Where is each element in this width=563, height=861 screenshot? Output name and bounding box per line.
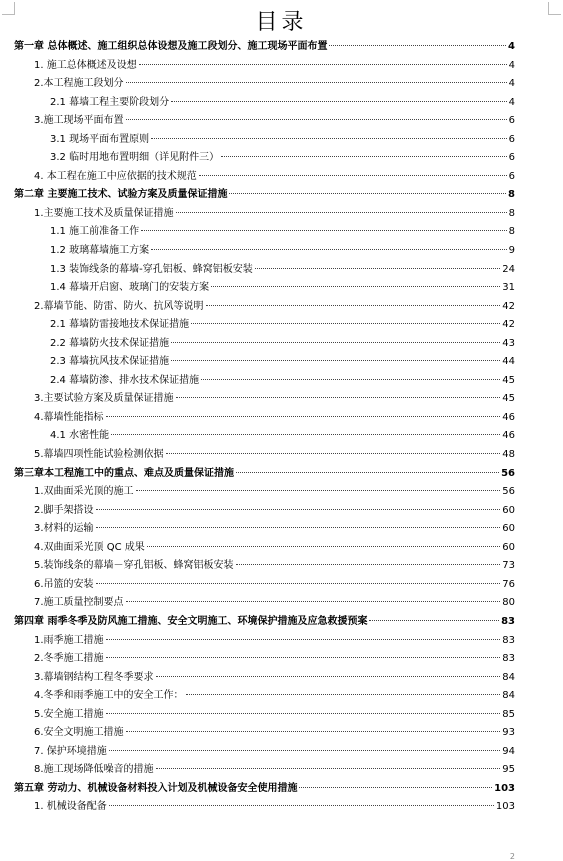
toc-entry-title: 1. 施工总体概述及设想 bbox=[34, 59, 137, 71]
toc-entry-title: 5.安全施工措施 bbox=[34, 708, 104, 720]
dot-leader bbox=[236, 472, 499, 473]
toc-entry-title: 2.1 幕墙防雷接地技术保证措施 bbox=[50, 319, 190, 331]
dot-leader bbox=[147, 546, 501, 547]
dot-leader bbox=[126, 731, 501, 732]
toc-entry-title: 3.材料的运输 bbox=[34, 523, 94, 535]
toc-entry-page: 45 bbox=[502, 393, 515, 405]
dot-leader bbox=[186, 694, 501, 695]
toc-entry-title: 1.3 装饰线条的幕墙-穿孔铝板、蜂窝铝板安装 bbox=[50, 263, 253, 275]
toc-entry-title: 7. 保护环境措施 bbox=[34, 745, 107, 757]
toc-entry-title: 2.3 幕墙抗风技术保证措施 bbox=[50, 356, 170, 368]
toc-entry[interactable] bbox=[12, 94, 515, 113]
toc-entry[interactable] bbox=[12, 242, 515, 261]
toc-entry[interactable] bbox=[12, 131, 515, 150]
toc-chapter-entry[interactable] bbox=[12, 613, 515, 632]
toc-entry[interactable] bbox=[12, 761, 515, 780]
dot-leader bbox=[109, 805, 494, 806]
toc-entry-title: 第二章 主要施工技术、试验方案及质量保证措施 bbox=[14, 189, 228, 201]
toc-entry[interactable] bbox=[12, 390, 515, 409]
dot-leader bbox=[106, 713, 501, 714]
toc-entry-page: 44 bbox=[502, 356, 515, 368]
toc-entry-title: 5.装饰线条的幕墙－穿孔铝板、蜂窝铝板安装 bbox=[34, 560, 234, 572]
toc-entry[interactable] bbox=[12, 743, 515, 762]
toc-entry-page: 56 bbox=[502, 486, 515, 498]
toc-entry[interactable] bbox=[12, 335, 515, 354]
dot-leader bbox=[139, 64, 507, 65]
dot-leader bbox=[141, 230, 507, 231]
toc-entry-page: 83 bbox=[502, 653, 515, 665]
toc-entry-title: 8.施工现场降低噪音的措施 bbox=[34, 764, 154, 776]
toc-chapter-entry[interactable] bbox=[12, 186, 515, 205]
page-number: 2 bbox=[509, 852, 515, 861]
toc-entry[interactable] bbox=[12, 372, 515, 391]
toc-entry-page: 48 bbox=[502, 449, 515, 461]
toc-entry-title: 2.2 幕墙防火技术保证措施 bbox=[50, 337, 170, 349]
dot-leader bbox=[255, 268, 501, 269]
toc-entry-page: 46 bbox=[502, 430, 515, 442]
toc-entry[interactable] bbox=[12, 669, 515, 688]
toc-entry-title: 4.冬季和雨季施工中的安全工作： bbox=[34, 690, 184, 702]
toc-entry-page: 93 bbox=[502, 727, 515, 739]
toc-entry[interactable] bbox=[12, 483, 515, 502]
toc-entry-page: 8 bbox=[508, 226, 515, 238]
toc-entry-title: 3.幕墙钢结构工程冬季要求 bbox=[34, 671, 154, 683]
dot-leader bbox=[96, 509, 501, 510]
toc-entry-page: 6 bbox=[508, 152, 515, 164]
toc-entry[interactable] bbox=[12, 223, 515, 242]
toc-entry[interactable] bbox=[12, 687, 515, 706]
toc-entry-page: 6 bbox=[508, 170, 515, 182]
toc-entry-page: 4 bbox=[508, 96, 515, 108]
toc-entry-page: 42 bbox=[502, 300, 515, 312]
toc-entry-title: 1.1 施工前准备工作 bbox=[50, 226, 140, 238]
toc-entry-page: 85 bbox=[502, 708, 515, 720]
toc-entry-page: 31 bbox=[502, 282, 515, 294]
toc-entry-page: 8 bbox=[508, 189, 515, 201]
dot-leader bbox=[166, 453, 501, 454]
toc-entry-page: 4 bbox=[508, 78, 515, 90]
toc-chapter-entry[interactable] bbox=[12, 38, 515, 57]
dot-leader bbox=[236, 564, 501, 565]
toc-entry-title: 2.冬季施工措施 bbox=[34, 653, 104, 665]
toc-entry-title: 3.2 临时用地布置明细（详见附件三） bbox=[50, 152, 220, 164]
toc-entry[interactable] bbox=[12, 75, 515, 94]
toc-entry-title: 第一章 总体概述、施工组织总体设想及施工段划分、施工现场平面布置 bbox=[14, 41, 328, 52]
dot-leader bbox=[111, 434, 500, 435]
toc-entry-page: 83 bbox=[501, 615, 515, 627]
toc-entry[interactable] bbox=[12, 298, 515, 317]
dot-leader bbox=[126, 119, 507, 120]
toc-entry-page: 73 bbox=[502, 560, 515, 572]
page-title: 目录 bbox=[255, 10, 308, 35]
dot-leader bbox=[299, 787, 492, 788]
toc-entry[interactable] bbox=[12, 650, 515, 669]
toc-entry[interactable] bbox=[12, 539, 515, 558]
toc-entry-page: 6 bbox=[508, 133, 515, 145]
dot-leader bbox=[211, 286, 500, 287]
toc-entry[interactable] bbox=[12, 57, 515, 76]
toc-entry-page: 103 bbox=[494, 782, 515, 794]
toc-entry[interactable] bbox=[12, 576, 515, 595]
dot-leader bbox=[369, 620, 499, 621]
toc-entry-page: 84 bbox=[502, 671, 515, 683]
toc-entry-page: 24 bbox=[502, 263, 515, 275]
toc-entry-title: 2.4 幕墙防渗、排水技术保证措施 bbox=[50, 374, 200, 386]
toc-entry-page: 45 bbox=[502, 374, 515, 386]
dot-leader bbox=[109, 750, 501, 751]
toc-entry-title: 2.脚手架搭设 bbox=[34, 504, 94, 516]
toc-chapter-entry[interactable] bbox=[12, 465, 515, 484]
dot-leader bbox=[126, 82, 507, 83]
toc-entry-title: 第四章 雨季冬季及防风施工措施、安全文明施工、环境保护措施及应急救援预案 bbox=[14, 615, 368, 627]
toc-entry[interactable] bbox=[12, 446, 515, 465]
dot-leader bbox=[151, 138, 507, 139]
toc-entry-title: 4. 本工程在施工中应依据的技术规范 bbox=[34, 170, 197, 182]
toc-entry[interactable] bbox=[12, 205, 515, 224]
dot-leader bbox=[106, 657, 501, 658]
toc-entry-page: 60 bbox=[502, 523, 515, 535]
toc-entry-title: 3.1 现场平面布置原则 bbox=[50, 133, 150, 145]
toc-entry-title: 4.1 水密性能 bbox=[50, 430, 110, 442]
toc-entry-page: 76 bbox=[502, 578, 515, 590]
toc-entry-page: 46 bbox=[502, 411, 515, 423]
toc-entry-page: 9 bbox=[508, 245, 515, 257]
toc-entry-page: 60 bbox=[502, 504, 515, 516]
toc-entry[interactable] bbox=[12, 149, 515, 168]
toc-entry-title: 4.双曲面采光顶 QC 成果 bbox=[34, 541, 145, 553]
toc-entry-page: 80 bbox=[502, 597, 515, 609]
toc-entry[interactable] bbox=[12, 261, 515, 280]
toc-entry-page: 95 bbox=[502, 764, 515, 776]
toc-entry[interactable] bbox=[12, 409, 515, 428]
toc-chapter-entry[interactable] bbox=[12, 780, 515, 799]
dot-leader bbox=[221, 156, 507, 157]
dot-leader bbox=[201, 379, 500, 380]
toc-entry-title: 2.幕墙节能、防雷、防火、抗风等说明 bbox=[34, 300, 204, 312]
toc-entry[interactable] bbox=[12, 112, 515, 131]
toc-entry-title: 2.本工程施工段划分 bbox=[34, 78, 124, 90]
dot-leader bbox=[96, 583, 501, 584]
dot-leader bbox=[176, 397, 501, 398]
toc-entry-title: 1.双曲面采光顶的施工 bbox=[34, 486, 134, 498]
toc-entry-page: 94 bbox=[502, 745, 515, 757]
toc-entry-page: 43 bbox=[502, 337, 515, 349]
toc-entry[interactable] bbox=[12, 520, 515, 539]
toc-entry-title: 3.主要试验方案及质量保证措施 bbox=[34, 393, 174, 405]
toc-entry-page: 8 bbox=[508, 207, 515, 219]
toc-entry-title: 第三章本工程施工中的重点、难点及质量保证措施 bbox=[14, 467, 234, 479]
dot-leader bbox=[206, 305, 501, 306]
dot-leader bbox=[106, 416, 501, 417]
toc-entry-page: 42 bbox=[502, 319, 515, 331]
dot-leader bbox=[171, 342, 500, 343]
toc-entry-page: 60 bbox=[502, 541, 515, 553]
toc-entry-title: 6.吊篮的安装 bbox=[34, 578, 94, 590]
toc-entry-page: 83 bbox=[502, 634, 515, 646]
toc-entry[interactable] bbox=[12, 168, 515, 187]
dot-leader bbox=[171, 101, 507, 102]
toc-entry-title: 1.雨季施工措施 bbox=[34, 634, 104, 646]
toc-entry[interactable] bbox=[12, 427, 515, 446]
dot-leader bbox=[171, 360, 500, 361]
toc-entry[interactable] bbox=[12, 798, 515, 817]
toc-entry[interactable] bbox=[12, 353, 515, 372]
toc-entry-title: 6.安全文明施工措施 bbox=[34, 727, 124, 739]
dot-leader bbox=[136, 490, 501, 491]
toc-entry-page: 4 bbox=[508, 59, 515, 71]
dot-leader bbox=[176, 212, 507, 213]
dot-leader bbox=[191, 323, 500, 324]
dot-leader bbox=[229, 193, 506, 194]
toc-entry[interactable] bbox=[12, 594, 515, 613]
toc-entry-title: 2.1 幕墙工程主要阶段划分 bbox=[50, 96, 170, 108]
dot-leader bbox=[106, 639, 501, 640]
toc-entry[interactable] bbox=[12, 706, 515, 725]
dot-leader bbox=[329, 45, 506, 46]
table-of-contents bbox=[12, 38, 515, 817]
toc-entry-title: 1.2 玻璃幕墙施工方案 bbox=[50, 245, 150, 257]
toc-entry-page: 4 bbox=[508, 41, 515, 52]
toc-entry-page: 84 bbox=[502, 690, 515, 702]
dot-leader bbox=[96, 527, 501, 528]
toc-entry-title: 第五章 劳动力、机械设备材料投入计划及机械设备安全使用措施 bbox=[14, 782, 298, 794]
dot-leader bbox=[199, 175, 507, 176]
toc-entry-title: 1.主要施工技术及质量保证措施 bbox=[34, 207, 174, 219]
dot-leader bbox=[156, 676, 501, 677]
dot-leader bbox=[126, 601, 501, 602]
toc-entry-page: 103 bbox=[495, 801, 515, 813]
toc-entry-page: 56 bbox=[501, 467, 515, 479]
dot-leader bbox=[156, 768, 501, 769]
toc-entry-title: 5.幕墙四项性能试验检测依据 bbox=[34, 449, 164, 461]
toc-entry-title: 7.施工质量控制要点 bbox=[34, 597, 124, 609]
toc-entry-page: 6 bbox=[508, 115, 515, 127]
toc-entry[interactable] bbox=[12, 632, 515, 651]
toc-entry[interactable] bbox=[12, 724, 515, 743]
toc-entry[interactable] bbox=[12, 316, 515, 335]
toc-entry-title: 3.施工现场平面布置 bbox=[34, 115, 124, 127]
dot-leader bbox=[151, 249, 507, 250]
toc-entry-title: 4.幕墙性能指标 bbox=[34, 411, 104, 423]
toc-entry[interactable] bbox=[12, 279, 515, 298]
toc-entry-title: 1. 机械设备配备 bbox=[34, 801, 107, 813]
toc-entry-title: 1.4 幕墙开启窗、玻璃门的安装方案 bbox=[50, 282, 210, 294]
toc-entry[interactable] bbox=[12, 502, 515, 521]
toc-entry[interactable] bbox=[12, 557, 515, 576]
